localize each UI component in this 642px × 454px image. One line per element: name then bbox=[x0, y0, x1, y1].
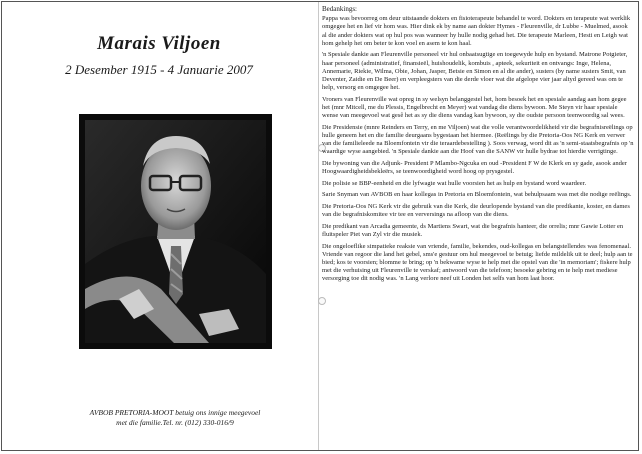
acknowledgement-paragraph: Die Presidensie (mnre Reinders en Terry, en me Viljoen) wat die volle verantwoordelikheid vir die begrafnisreëlings op hulle geneem het en die familie deurgaans bygestaan het hiermee. (Reëlings by die Pretoria-Oos NG Kerk en verwer van die familieleede na Bloemfontein vir die teraardebestelling ). Soos verwag, word dit as 'n semi-staatsbegrafnis op 'n waardige wyse aangebied. 'n Spesiale dankie aan die Hoof van die SANW vir hulle bydrae tot hierdie verrigtinge. bbox=[322, 123, 634, 156]
acknowledgement-paragraph: Vroners van Fleurenville wat opreg in sy welsyn belanggestel het, hom besoek het en spesiale aandag aan hom gegee het (mnr Mitcell, me du Plessis, Engelbrecht en Meyer) wat vandag die diens bywoon. Me Steyn vir haar spesiale wense van meegevoel wat gesê het as sy die diens vandag kan bywoon, sy die oudste persoon teenwoordig sal wees. bbox=[322, 95, 627, 120]
acknowledgement-paragraph: Die polisie se BBP-eenheid en die lyfwagte wat hulle voorsien het as hulp en bystand word waardeer. bbox=[322, 179, 587, 187]
acknowledgement-paragraph: Pappa was bevoorreg om deur uitstaande dokters en fisioterapeute behandel te word. Dokters en terapeute wat werklik omgegee het en lief vir hom was. Hier dink ek by name aan dokter Hymes - Fleurenville, dr Lubbe - Muelmed, asook al die ander dokters wat op hul pos was wanneer hy hulle nodig gehad het. Die terapeute Marleen, Hesti en Leigh wat hom gehelp het om beter te kon voel en asem te kon haal. bbox=[322, 15, 631, 47]
life-dates: 2 Desember 1915 - 4 Januarie 2007 bbox=[65, 62, 253, 77]
acknowledgement-paragraph: Die Pretoria-Oos NG Kerk vir die gebruik van die Kerk, die deurlopende bystand van die predikante, koster, en dames van die begrafniskomitee vir tee en verversings na afloop van die diens. bbox=[322, 203, 630, 219]
caption-line-2: met die familie.Tel. nr. (012) 330-016/9 bbox=[116, 418, 234, 427]
left-page bbox=[0, 0, 318, 452]
acknowledgement-paragraph: Die bywoning van die Adjunk- President P Mlambo-Ngcuka en oud -President F W de Klerk en sy gade, asook ander Hoogwaardigheidsbekleërs, se teenwoordigheid word hoog op prysgestel. bbox=[322, 160, 627, 176]
portrait-photo bbox=[79, 114, 272, 349]
caption-line-1: AVBOB PRETORIA-MOOT betuig ons innige meegevoel bbox=[89, 408, 261, 417]
punch-hole-bottom bbox=[318, 297, 326, 305]
acknowledgement-paragraph: Sarie Snyman van AVBOB en haar kollegas in Pretoria en Bloemfontein, wat behulpsaam was met die nodige reëlings. bbox=[322, 191, 632, 199]
page-fold bbox=[318, 2, 319, 450]
acknowledgement-paragraph: Die predikant van Arcadia gemeente, ds Martiens Swart, wat die begrafnis hanteer, die orrelis; mnr Gawie Lotter en fluitspeler Piet van Zyl vir die musiek. bbox=[322, 222, 624, 238]
acknowledgement-paragraph: 'n Spesiale dankie aan Fleurenville personeel vir hul onbaatsugtige en toegewyde hulp en bystand. Matrone Potgieter, haar personeel (administratief, finansieël, huishoudelik, kombuis , apteek, sekuriteit en ontvangs: Inge, Helena, Annemarie, Riekie, Wilma, Obie, Johan, Jasper, Betsie en Simon en al die ander), susters (by name susters Smit, van Deventer, Zaidie en De Beer) en verpleegsters van die derde vloer wat die afgelope vier jaar altyd gereed was om te help, versorg en omgegee het. bbox=[322, 51, 628, 92]
condolence-caption bbox=[60, 408, 290, 428]
acknowledgement-paragraph: Die ongeloeflike simpatieke reaksie van vriende, familie, bekendes, oud-kollegas en belangstellendes was fenomenaal. Vriende van regoor die land het gebel, sms'e gestuur om hul meegevoel te betuig; liefde mildelik uit te deel; hulp aan te bied; kos te voorsien; blomme te bring; op 'n bekwame wyse te help met die opstel van die 'in memoriam'; fiskere hulp met die verhuising uit Fleurenville te verskaf; antwoord van die telefoon; besoeke gebring en te help met mediese versorging toe dit nodig was. 'n Lang verlore neef uit Londen het selfs van hom laat hoor. bbox=[322, 242, 633, 283]
right-page bbox=[322, 5, 634, 287]
acknowledgements-heading: Bedankings: bbox=[322, 5, 357, 13]
deceased-name: Marais Viljoen bbox=[97, 33, 221, 54]
